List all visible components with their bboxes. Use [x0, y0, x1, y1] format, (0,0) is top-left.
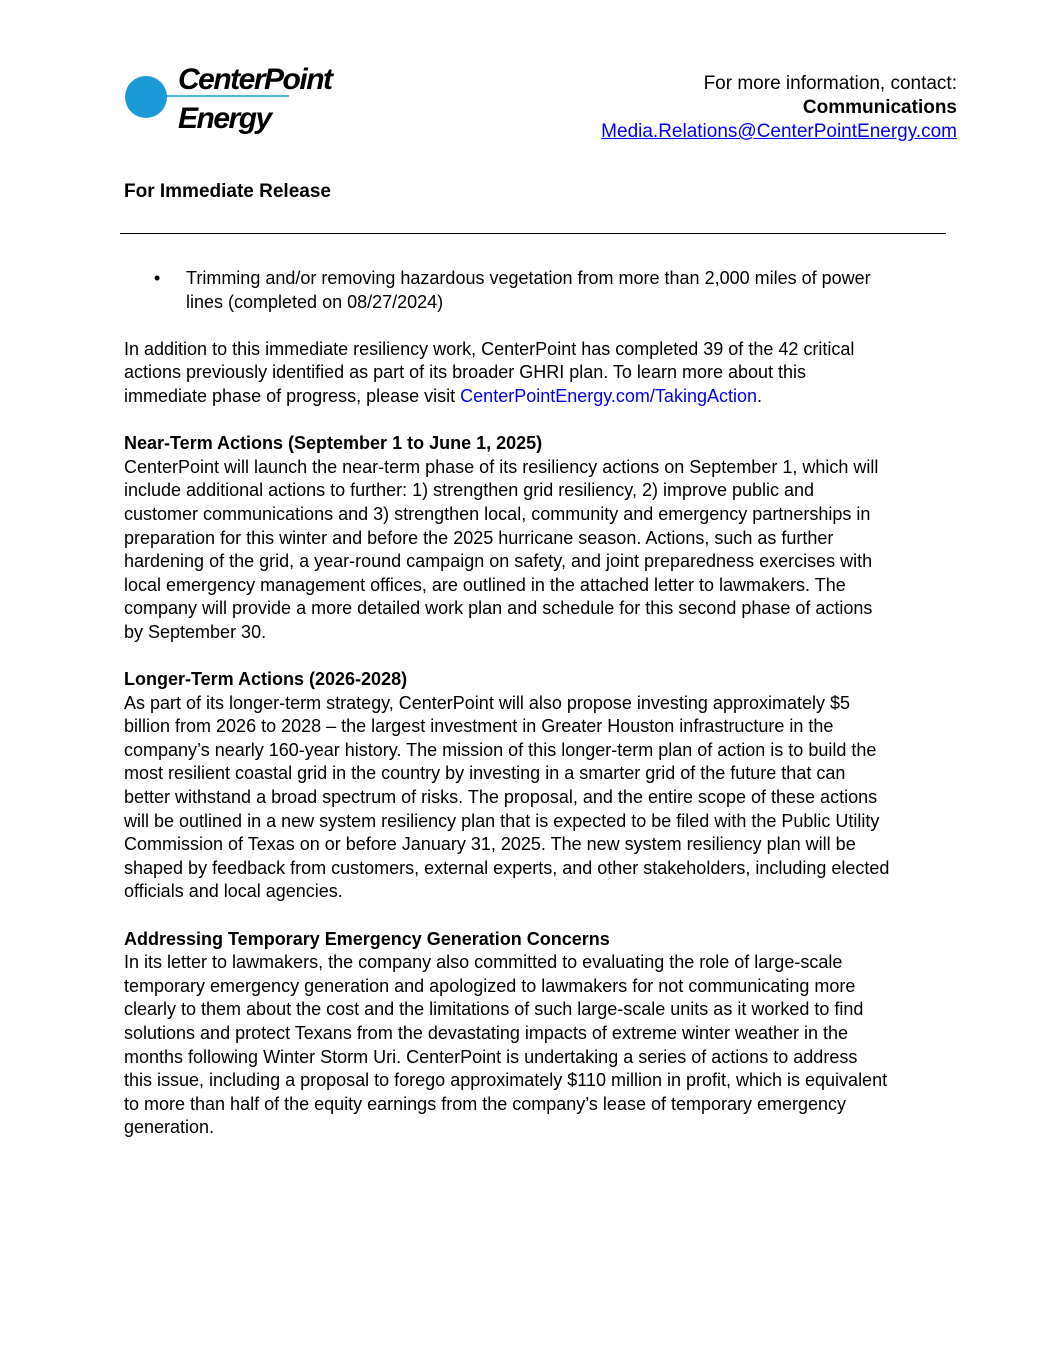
text-line: In its letter to lawmakers, the company also committed to evaluating the role of large-scale: [124, 952, 843, 973]
text: immediate phase of progress, please visit: [124, 385, 461, 406]
text-line: Trimming and/or removing hazardous vegetation from more than 2,000 miles of power: [186, 268, 871, 288]
text-line: clearly to them about the cost and the limitations of such large-scale units as it worked to find: [124, 999, 864, 1020]
centerpoint-energy-logo: [124, 60, 334, 140]
section-heading: Longer-Term Actions (2026-2028): [124, 669, 408, 690]
contact-block: [601, 72, 957, 144]
text-line: officials and local agencies.: [124, 881, 343, 902]
paragraph: [124, 338, 944, 409]
text-line: billion from 2026 to 2028 – the largest investment in Greater Houston infrastructure in the: [124, 716, 834, 737]
text-line: hardening of the grid, a year-round campaign on safety, and joint preparedness exercises with: [124, 551, 873, 572]
release-label: For Immediate Release: [124, 181, 331, 202]
section: [124, 928, 944, 1140]
text-line: most resilient coastal grid in the country by investing in a smarter grid of the future that can: [124, 763, 846, 784]
section-heading: Near-Term Actions (September 1 to June 1, 2025): [124, 433, 543, 454]
bullet-icon: •: [154, 268, 161, 288]
contact-name: Communications: [802, 97, 957, 118]
text-line: better withstand a broad spectrum of risks. The proposal, and the entire scope of these actions: [124, 787, 878, 808]
text: .: [757, 385, 763, 406]
text-line: include additional actions to further: 1) strengthen grid resiliency, 2) improve public and: [124, 480, 815, 501]
svg-text:CenterPoint: CenterPoint: [178, 63, 332, 96]
text-line: In addition to this immediate resiliency work, CenterPoint has completed 39 of the 42 critical: [124, 338, 855, 359]
text-line: company’s nearly 160-year history. The mission of this longer-term plan of action is to build the: [124, 739, 877, 760]
svg-text:Energy: Energy: [178, 102, 271, 135]
section: [124, 432, 944, 644]
text-line: CenterPoint will launch the near-term phase of its resiliency actions on September 1, which will: [124, 456, 879, 477]
text-line: will be outlined in a new system resiliency plan that is expected to be filed with the Public Utility: [124, 810, 880, 831]
text-line: As part of its longer-term strategy, CenterPoint will also propose investing approximately $5: [124, 692, 851, 713]
text-line: preparation for this winter and before the 2025 hurricane season. Actions, such as further: [124, 527, 834, 548]
document-body: [124, 267, 944, 1164]
text-line: this issue, including a proposal to forego approximately $110 million in profit, which is equivalent: [124, 1070, 888, 1091]
contact-email-link[interactable]: Media.Relations@CenterPointEnergy.com: [601, 121, 957, 142]
text-line: company will provide a more detailed work plan and schedule for this second phase of actions: [124, 598, 873, 619]
contact-label: For more information, contact:: [703, 73, 957, 94]
text-line: customer communications and 3) strengthen local, community and emergency partnerships in: [124, 503, 871, 524]
text-line: actions previously identified as part of its broader GHRI plan. To learn more about this: [124, 362, 807, 383]
text-line: lines (completed on 08/27/2024): [186, 291, 444, 312]
text-line: temporary emergency generation and apologized to lawmakers for not communicating more: [124, 975, 856, 996]
text-line: by September 30.: [124, 621, 267, 642]
section: [124, 668, 944, 904]
text-line: shaped by feedback from customers, external experts, and other stakeholders, including elected: [124, 857, 890, 878]
bullet-item: [124, 267, 944, 314]
text-line: local emergency management offices, are outlined in the attached letter to lawmakers. The: [124, 574, 846, 595]
sections: [124, 432, 944, 1140]
text-line: Commission of Texas on or before January 31, 2025. The new system resiliency plan will be: [124, 834, 856, 855]
text-line: solutions and protect Texans from the devastating impacts of extreme winter weather in the: [124, 1023, 849, 1043]
section-heading: Addressing Temporary Emergency Generation Concerns: [124, 928, 610, 949]
text-line: to more than half of the equity earnings from the company’s lease of temporary emergency: [124, 1093, 847, 1114]
text-line: generation.: [124, 1117, 215, 1138]
divider: [120, 233, 946, 234]
text-line: [124, 385, 944, 409]
text-line: months following Winter Storm Uri. CenterPoint is undertaking a series of actions to address: [124, 1046, 858, 1067]
taking-action-link[interactable]: CenterPointEnergy.com/TakingAction: [460, 385, 757, 406]
